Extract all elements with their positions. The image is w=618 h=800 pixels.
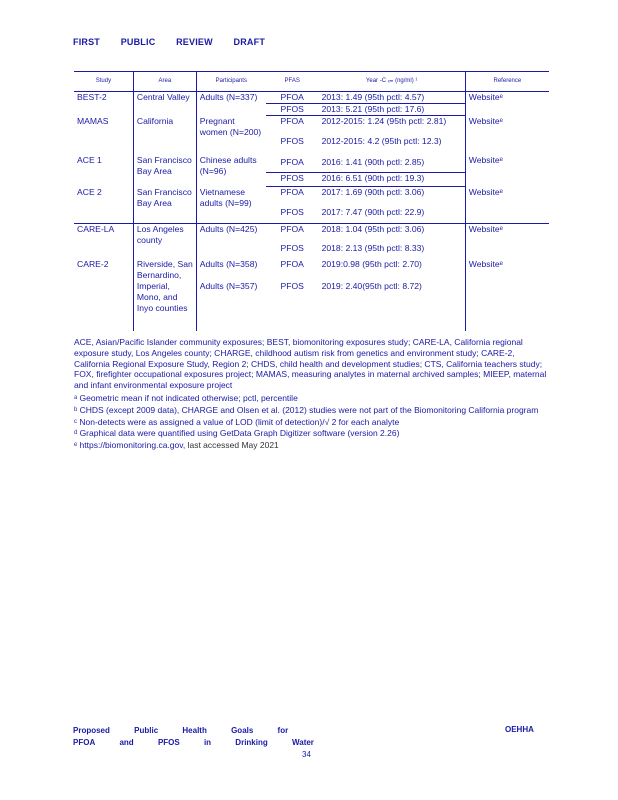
cell-value: 2013: 5.21 (95th pctl: 17.6): [319, 104, 466, 116]
cell-area: California: [133, 116, 196, 153]
cell-participants: Pregnant women (N=200): [196, 116, 266, 153]
cell-value: 2013: 1.49 (95th pctl: 4.57): [319, 92, 466, 104]
cell-study: ACE 1: [77, 155, 102, 165]
header-word: FIRST: [73, 37, 100, 47]
table-header-row: [74, 72, 549, 92]
cell-study: CARE-2: [77, 259, 109, 269]
header-word: PUBLIC: [120, 37, 156, 47]
cell-pfas: PFOA: [266, 92, 319, 104]
cell-pfas: PFOA: [266, 224, 319, 239]
footer-line-2: [73, 737, 336, 749]
cell-study: ACE 2: [77, 186, 102, 197]
cell-participants: Vietnamese adults (N=99): [196, 187, 266, 224]
table-row: [74, 152, 549, 173]
cell-area: San Francisco Bay Area: [133, 152, 196, 187]
page-number: 34: [302, 750, 311, 759]
footer-word: Health: [182, 726, 207, 735]
footer-word: PFOS: [157, 738, 180, 747]
cell-value: 2017: 1.69 (90th pctl: 3.06): [321, 187, 425, 197]
cell-pfas: PFOS: [280, 281, 304, 291]
footer-line-1: [73, 725, 336, 737]
cell-participants: Adults (N=357): [196, 281, 266, 331]
footnote-d: ᵈ Graphical data were quantified using GetData Graph Digitizer software (version 2.26): [74, 428, 400, 439]
col-header-area: Area: [133, 72, 196, 92]
cell-reference: Websiteᵉ: [465, 152, 549, 187]
cell-reference: Websiteᵉ: [465, 259, 549, 331]
table-row: [74, 92, 549, 104]
cell-pfas: PFOS: [266, 173, 319, 187]
cell-reference: Websiteᵉ: [465, 92, 549, 116]
cell-participants: Adults (N=425): [196, 224, 266, 260]
cell-pfas: PFOS: [266, 104, 319, 116]
footnote-a: ᵃ Geometric mean if not indicated otherwise; pctl, percentile: [74, 392, 298, 403]
cell-pfas: PFOA: [266, 152, 319, 173]
draft-header: [73, 37, 283, 47]
cell-area: Central Valley: [133, 92, 196, 116]
cell-value: 2019: 2.40(95th pctl: 8.72): [321, 281, 422, 291]
abbreviations-note: ACE, Asian/Pacific Islander community exposures; BEST, biomonitoring exposures study; CARE-LA, California regional exposure study, Los Angeles county; CHARGE, childhood autism risk from genetics and environment study; CARE-2, California Regional Exposure Study, Region 2; CHDS, child health and development studies; CTS, California teachers study; FOX, firefighter occupational exposures project; MAMAS, measuring analytes in maternal archived samples; MIEEP, maternal and infant environmental exposure project: [74, 337, 547, 391]
col-header-year: Year -C ₓₘ (ng/ml) ¹: [319, 72, 466, 92]
footer-agency: OEHHA: [505, 725, 534, 734]
cell-area: Los Angeles county: [133, 224, 196, 260]
footnote-c: ᶜ Non-detects were as assigned a value of LOD (limit of detection)/√ 2 for each analyte: [74, 416, 400, 427]
cell-value: 2017: 7.47 (90th pctl: 22.9): [321, 206, 425, 217]
cell-area: San Francisco Bay Area: [133, 187, 196, 224]
page-footer: [73, 725, 336, 749]
cell-value: 2019:0.98 (95th pctl: 2.70): [321, 259, 422, 269]
cell-value: 2012-2015: 4.2 (95th pctl: 12.3): [321, 135, 442, 146]
col-header-study: Study: [74, 72, 133, 92]
cell-pfas: PFOS: [280, 135, 304, 146]
pfas-biomonitoring-table: [74, 71, 549, 331]
cell-study: MAMAS: [77, 115, 109, 126]
cell-pfas: PFOS: [280, 206, 304, 217]
table-row: [74, 224, 549, 239]
footer-word: in: [203, 738, 212, 747]
cell-value: 2018: 2.13 (95th pctl: 8.33): [321, 243, 425, 253]
footer-word: Water: [291, 738, 314, 747]
footnote-e-marker: ᵉ: [74, 440, 78, 451]
cell-pfas: PFOA: [280, 259, 304, 269]
footer-word: and: [119, 738, 134, 747]
cell-reference: Websiteᵉ: [465, 224, 549, 260]
biomonitoring-link[interactable]: https://biomonitoring.ca.gov,: [79, 440, 186, 451]
cell-value: 2018: 1.04 (95th pctl: 3.06): [319, 224, 466, 239]
cell-participants: Adults (N=358): [196, 259, 266, 281]
cell-pfas: PFOA: [280, 116, 304, 126]
cell-pfas: PFOA: [280, 187, 304, 197]
cell-area: Riverside, San Bernardino, Imperial, Mono, and Inyo counties: [133, 259, 196, 331]
footer-word: Drinking: [235, 738, 268, 747]
footer-word: Proposed: [73, 726, 110, 735]
footer-word: Public: [134, 726, 159, 735]
cell-value: 2012-2015: 1.24 (95th pctl: 2.81): [321, 116, 447, 126]
footer-word: for: [277, 726, 289, 735]
footnote-e: [74, 440, 549, 451]
cell-value: 2016: 1.41 (90th pctl: 2.85): [319, 152, 466, 173]
footer-word: Goals: [231, 726, 254, 735]
footnote-b: ᵇ CHDS (except 2009 data), CHARGE and Olsen et al. (2012) studies were not part of the Biomonitoring California program: [74, 404, 539, 415]
cell-reference: Websiteᵉ: [465, 187, 549, 224]
footnote-e-tail: last accessed May 2021: [185, 440, 279, 451]
cell-value: 2016: 6.51 (90th pctl: 19.3): [319, 173, 466, 187]
table-row: [74, 187, 549, 202]
table-footnotes: [74, 337, 549, 452]
col-header-reference: Reference: [465, 72, 549, 92]
header-word: DRAFT: [233, 37, 266, 47]
cell-reference: Websiteᵉ: [465, 116, 549, 153]
cell-study: BEST-2: [77, 92, 107, 102]
cell-participants: Chinese adults (N=96): [196, 152, 266, 187]
footer-word: PFOA: [73, 738, 96, 747]
col-header-pfas: PFAS: [266, 72, 319, 92]
table-row: [74, 259, 549, 281]
table-row: [74, 116, 549, 131]
cell-study: CARE-LA: [74, 224, 133, 260]
cell-participants: Adults (N=337): [196, 92, 266, 116]
cell-pfas: PFOS: [280, 243, 304, 253]
header-word: REVIEW: [176, 37, 213, 47]
col-header-participants: Participants: [196, 72, 266, 92]
